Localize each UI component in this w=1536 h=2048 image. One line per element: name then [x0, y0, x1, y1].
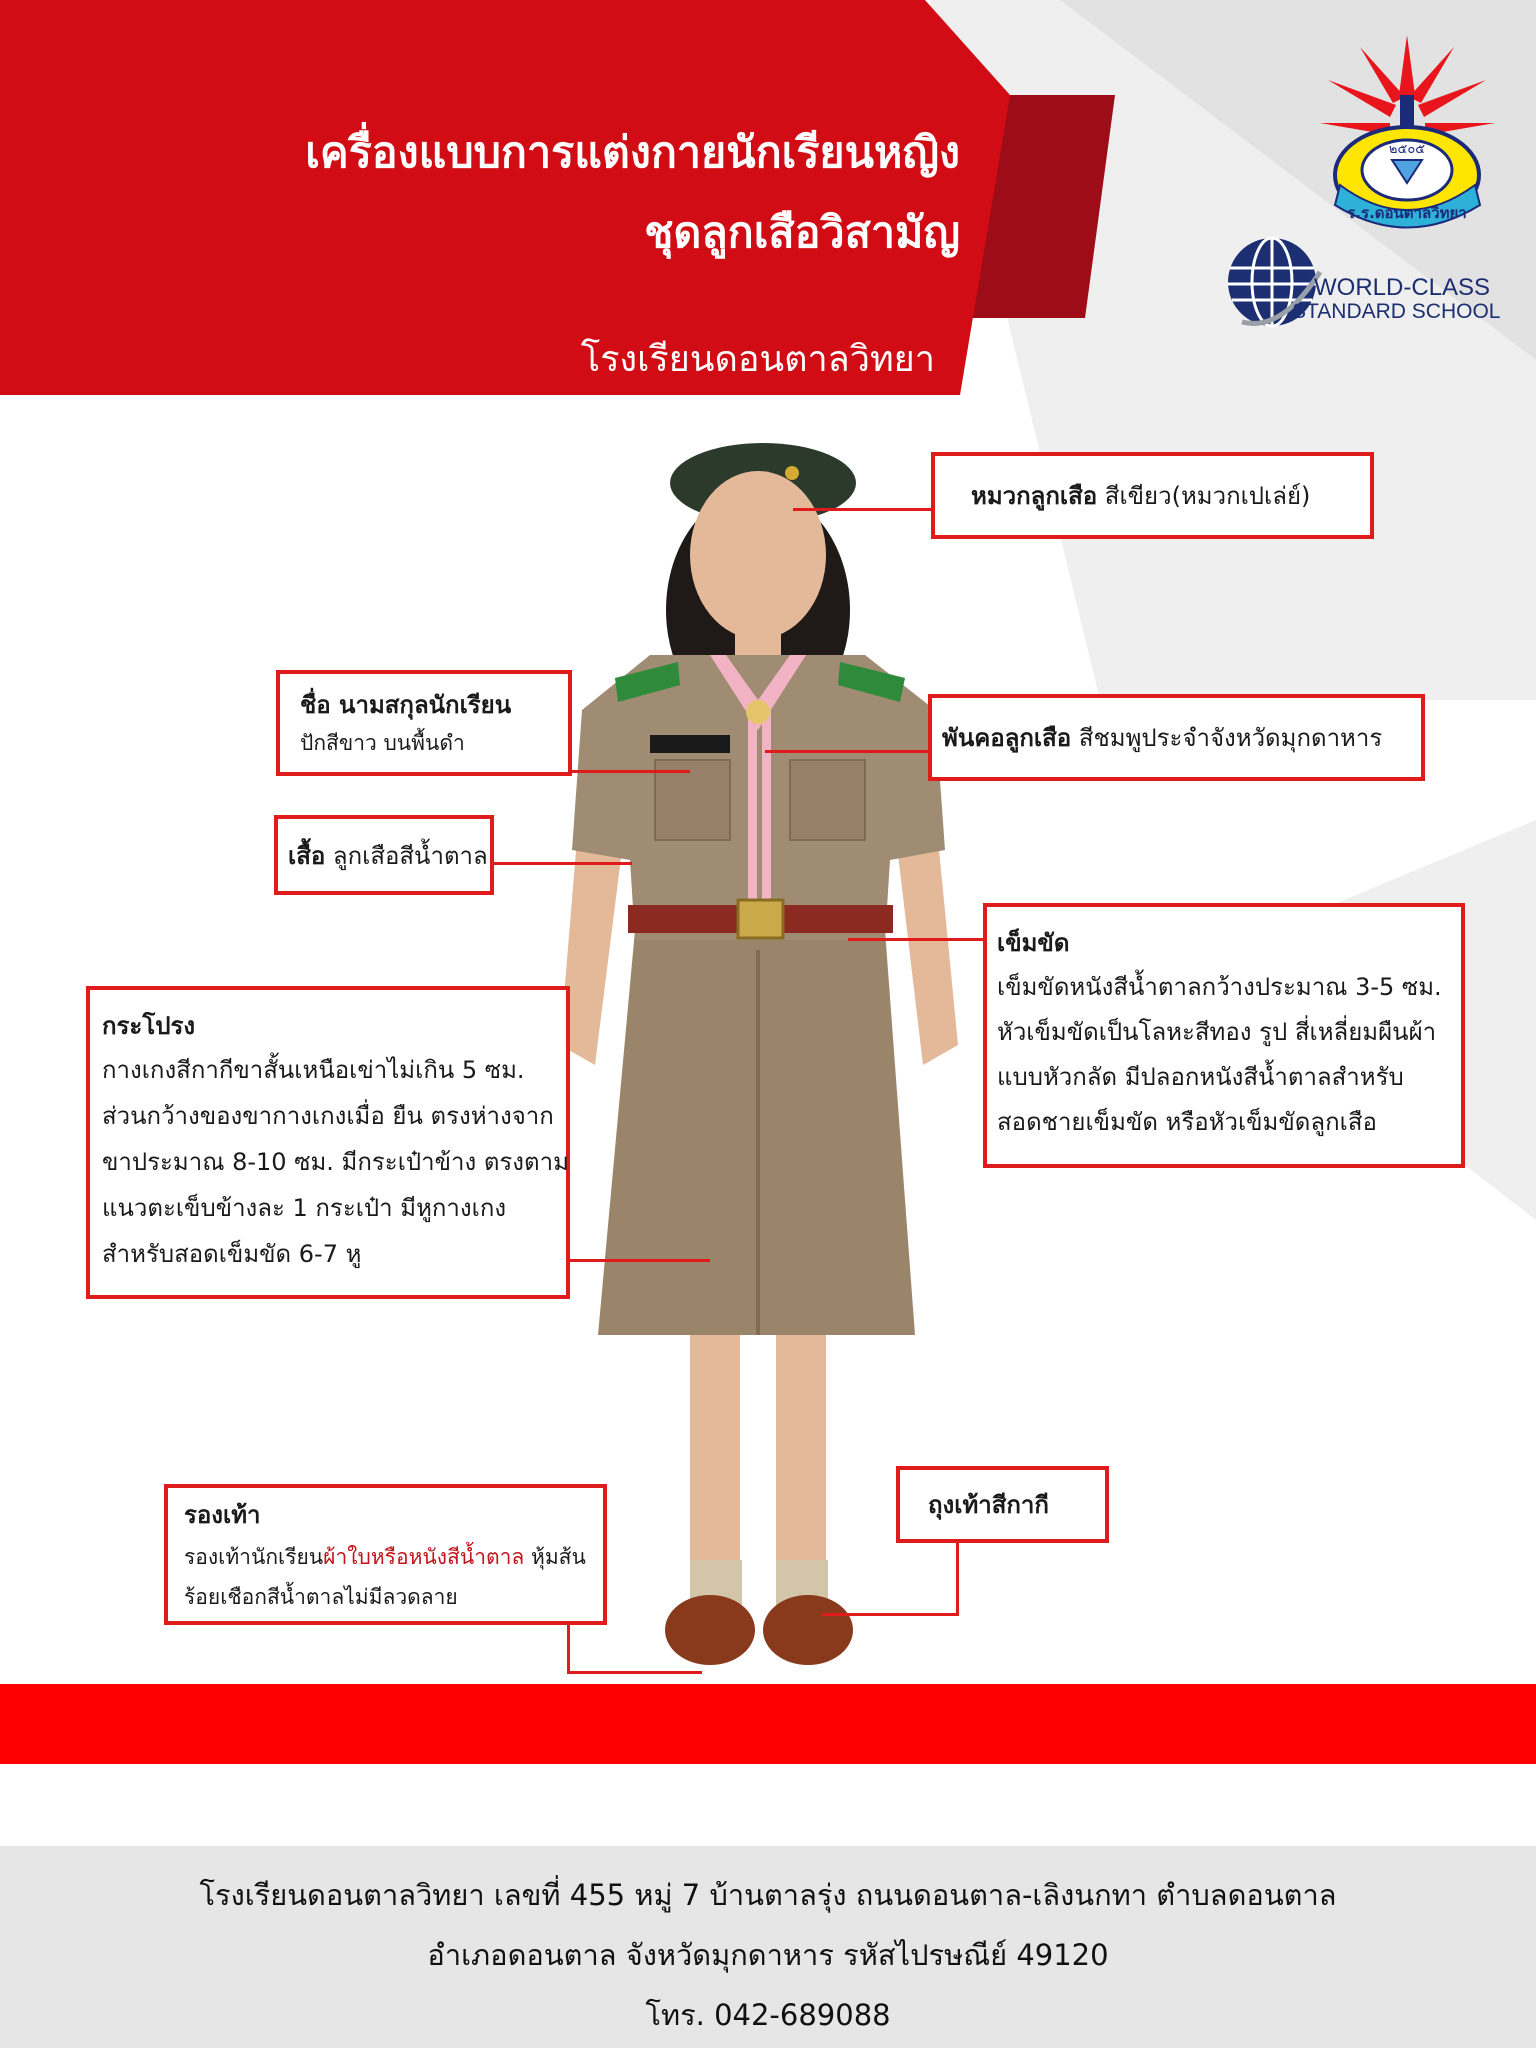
belt-title: เข็มขัด: [997, 929, 1070, 957]
shoes-label-box: [164, 1484, 607, 1625]
belt-line-1: เข็มขัดหนังสีน้ำตาลกว้างประมาณ 3-5 ซม.: [997, 973, 1442, 1001]
shoes-line1-a: รองเท้านักเรียน: [184, 1545, 324, 1569]
shirt-label-box: [274, 815, 494, 895]
name-connector: [570, 770, 690, 773]
belt-line-3: แบบหัวกลัด มีปลอกหนังสีน้ำตาลสำหรับ: [997, 1063, 1404, 1091]
scarf-label-box: [928, 694, 1425, 781]
page-title-line2: ชุดลูกเสือวิสามัญ: [644, 208, 960, 258]
belt-line-2: หัวเข็มขัดเป็นโลหะสีทอง รูป สี่เหลี่ยมผืนผ้า: [997, 1018, 1437, 1046]
shirt-connector: [492, 862, 632, 865]
world-class-logo: [1222, 232, 1502, 337]
skirt-line-4: แนวตะเข็บข้างละ 1 กระเป๋า มีหูกางเกง: [102, 1194, 507, 1222]
socks-title: ถุงเท้าสีกากี: [928, 1491, 1049, 1519]
school-seal-logo: [1320, 35, 1495, 230]
footer-line-2: อำเภอดอนตาล จังหวัดมุกดาหาร รหัสไปรษณีย์ 49120: [427, 1938, 1109, 1972]
skirt-title: กระโปรง: [102, 1012, 196, 1040]
socks-connector-h: [822, 1613, 959, 1616]
page-title-line1: เครื่องแบบการแต่งกายนักเรียนหญิง: [305, 128, 960, 178]
svg-text:๒๕๐๕: ๒๕๐๕: [1388, 142, 1426, 157]
shoes-line1-b: หุ้มส้น: [524, 1545, 586, 1569]
skirt-line-5: สำหรับสอดเข็มขัด 6-7 หู: [102, 1240, 362, 1268]
footer-line-1: โรงเรียนดอนตาลวิทยา เลขที่ 455 หมู่ 7 บ้านตาลรุ่ง ถนนดอนตาล-เลิงนกทา ตำบลดอนตาล: [199, 1878, 1337, 1912]
socks-connector-v: [956, 1540, 959, 1615]
scarf-connector: [765, 750, 930, 753]
belt-label-box: [983, 903, 1465, 1168]
skirt-label-box: [86, 986, 570, 1299]
scarf-text: สีชมพูประจำจังหวัดมุกดาหาร: [1078, 724, 1383, 752]
school-name: โรงเรียนดอนตาลวิทยา: [580, 339, 935, 380]
belt-connector: [848, 938, 985, 941]
shirt-title: เสื้อ: [288, 842, 326, 870]
skirt-line-3: ขาประมาณ 8-10 ซม. มีกระเป๋าข้าง ตรงตาม: [102, 1148, 569, 1176]
svg-text:ร.ร.ดอนตาลวิทยา: ร.ร.ดอนตาลวิทยา: [1347, 204, 1467, 222]
shoes-connector-v: [567, 1620, 570, 1673]
shoes-title: รองเท้า: [184, 1501, 261, 1529]
wcss-line2: STANDARD SCHOOL: [1292, 300, 1501, 323]
name-text: ปักสีขาว บนพื้นดำ: [300, 731, 465, 755]
hat-label-box: [931, 452, 1374, 539]
name-title: ชื่อ นามสกุลนักเรียน: [300, 691, 512, 719]
name-label-box: [276, 670, 572, 776]
shoes-connector-h: [567, 1671, 702, 1674]
scarf-title: พันคอลูกเสือ: [942, 724, 1072, 752]
shoes-line1-red: ผ้าใบหรือหนังสีน้ำตาล: [323, 1545, 525, 1569]
socks-label-box: [896, 1466, 1109, 1543]
hat-title: หมวกลูกเสือ: [971, 482, 1098, 510]
shirt-text: ลูกเสือสีน้ำตาล: [332, 842, 488, 870]
skirt-line-1: กางเกงสีกากีขาสั้นเหนือเข่าไม่เกิน 5 ซม.: [102, 1056, 525, 1084]
wcss-line1: WORLD-CLASS: [1314, 274, 1491, 301]
hat-connector: [793, 508, 933, 511]
skirt-connector: [568, 1259, 710, 1262]
footer-line-3: โทร. 042-689088: [645, 1998, 891, 2032]
belt-line-4: สอดชายเข็มขัด หรือหัวเข็มขัดลูกเสือ: [997, 1108, 1377, 1136]
skirt-line-2: ส่วนกว้างของขากางเกงเมื่อ ยืน ตรงห่างจาก: [102, 1102, 554, 1130]
footer-address: [0, 1846, 1536, 2048]
hat-text: สีเขียว(หมวกเปเล่ย์): [1104, 482, 1311, 510]
shoes-line2: ร้อยเชือกสีน้ำตาลไม่มีลวดลาย: [184, 1585, 458, 1609]
